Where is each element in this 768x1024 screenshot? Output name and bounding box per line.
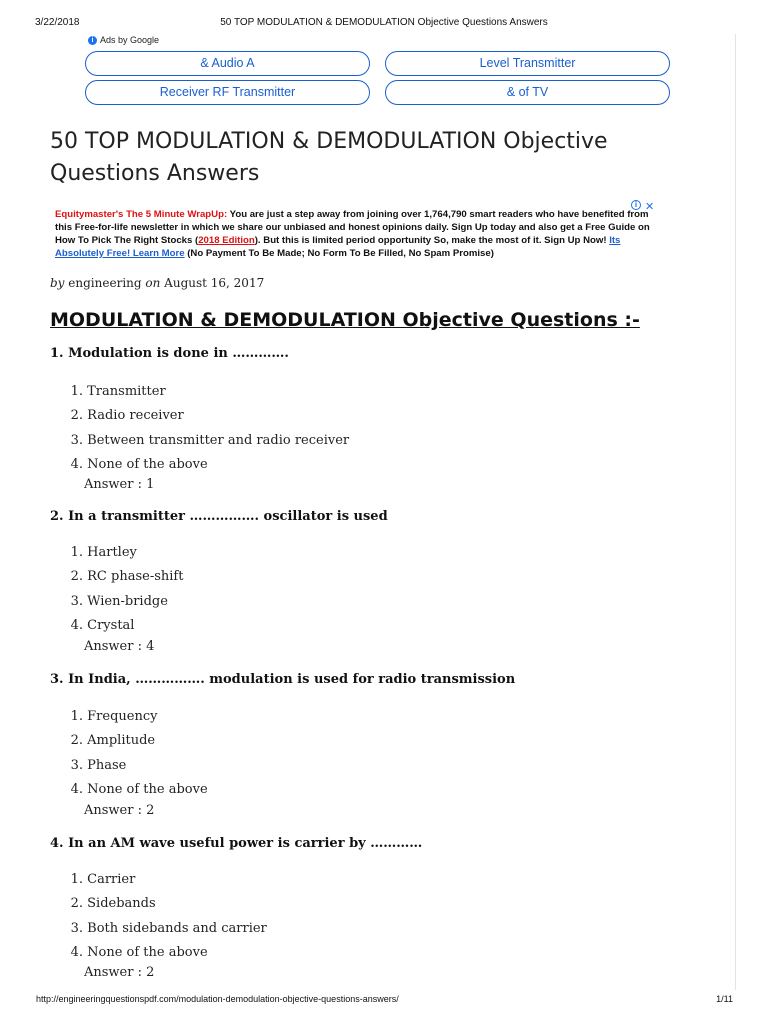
option: 4. None of the above	[70, 781, 208, 797]
question-1: 1. Modulation is done in ………….	[50, 346, 289, 361]
print-header	[0, 17, 768, 31]
byline-date: August 16, 2017	[164, 276, 265, 290]
option: 1. Frequency	[70, 709, 158, 724]
option: 1. Hartley	[70, 545, 137, 560]
byline-on: on	[145, 276, 161, 290]
options-list-3	[67, 705, 208, 802]
ad-link-audio[interactable]: & Audio A	[85, 51, 370, 76]
byline-by: by	[50, 276, 65, 290]
ad-link-tv[interactable]: & of TV	[385, 80, 670, 105]
option: 4. Crystal	[70, 617, 135, 633]
option: 3. Phase	[70, 757, 127, 773]
options-list-1	[67, 380, 349, 477]
option: 1. Carrier	[70, 872, 136, 887]
options-list-4	[67, 868, 267, 965]
ad-banner[interactable]	[55, 208, 655, 260]
option: 1. Transmitter	[70, 384, 166, 399]
info-icon[interactable]: i	[88, 36, 97, 45]
section-heading: MODULATION & DEMODULATION Objective Questions :-	[50, 309, 640, 331]
option: 4. None of the above	[70, 944, 208, 960]
answer-2: Answer : 4	[84, 639, 155, 654]
option: 2. Amplitude	[70, 733, 156, 749]
question-4: 4. In an AM wave useful power is carrier by …………	[50, 836, 423, 851]
close-icon[interactable]: ✕	[645, 201, 655, 213]
option: 2. RC phase-shift	[70, 569, 184, 585]
ads-label-text: Ads by Google	[100, 35, 160, 45]
answer-1: Answer : 1	[84, 477, 155, 492]
answer-4: Answer : 2	[84, 965, 155, 980]
ad-learn-more-link[interactable]: Its Absolutely Free! Learn More	[55, 235, 621, 259]
question-2: 2. In a transmitter ……………. oscillator is used	[50, 509, 388, 524]
byline-author[interactable]: engineering	[68, 276, 142, 290]
adchoices-icon[interactable]: i	[631, 200, 641, 210]
option: 3. Both sidebands and carrier	[70, 920, 267, 936]
ad-text-1: You are just a step away from joining over 1,764,790 smart readers who have benefited from this Free-for-life newsletter in which we share our unbiased and honest opinions daily. Sign Up today and also get a Free Guide on How To Pick The Right Stocks (	[55, 209, 650, 246]
ads-by-google[interactable]	[88, 35, 159, 45]
question-3: 3. In India, ……………. modulation is used for radio transmission	[50, 672, 516, 687]
option: 2. Sidebands	[70, 896, 156, 912]
byline	[50, 276, 264, 290]
ad-link-level-transmitter[interactable]: Level Transmitter	[385, 51, 670, 76]
option: 3. Between transmitter and radio receiver	[70, 432, 350, 448]
page-number: 1/11	[716, 994, 733, 1004]
ad-link-receiver-rf[interactable]: Receiver RF Transmitter	[85, 80, 370, 105]
option: 3. Wien-bridge	[70, 593, 168, 609]
ad-text-3: (No Payment To Be Made; No Form To Be Filled, No Spam Promise)	[184, 248, 494, 259]
options-list-2	[67, 541, 183, 638]
option: 4. None of the above	[70, 456, 208, 472]
ad-text-2: ). But this is limited period opportunity So, make the most of it. Sign Up Now!	[254, 235, 610, 246]
page-title: 50 TOP MODULATION & DEMODULATION Objective Questions Answers	[50, 129, 608, 186]
print-footer	[0, 994, 768, 1008]
print-date: 3/22/2018	[35, 17, 80, 28]
page-edge-line	[735, 34, 736, 990]
ad-brand[interactable]: Equitymaster's The 5 Minute WrapUp:	[55, 209, 228, 220]
print-title: 50 TOP MODULATION & DEMODULATION Objective Questions Answers	[220, 17, 548, 28]
ad-edition-link[interactable]: 2018 Edition	[198, 235, 255, 246]
answer-3: Answer : 2	[84, 803, 155, 818]
print-url: http://engineeringquestionspdf.com/modulation-demodulation-objective-questions-answers/	[36, 994, 399, 1004]
option: 2. Radio receiver	[70, 408, 184, 424]
